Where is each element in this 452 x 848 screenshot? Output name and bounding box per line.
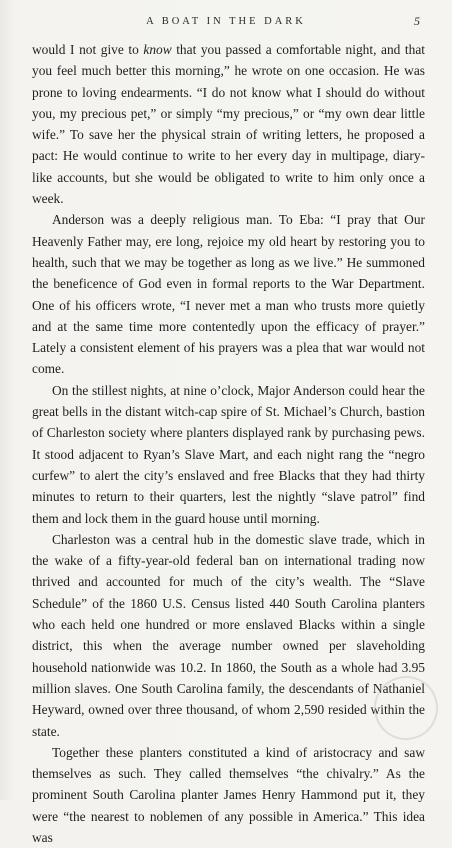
italic-text: know bbox=[143, 42, 172, 57]
paragraph-text: On the stillest nights, at nine o’clock, Major Anderson could hear the great bells in the distant witch-cap spire of St. Michael’s Church, bastion of Charleston society where planters displayed rank by purchasing pews. It stood adjacent to Ryan’s Slave Mart, and each night rang the “negro curfew” to alert the city’s enslaved and free Blacks that they had thirty minutes to return to their quarters, lest the nightly “slave patrol” find them and lock them in the guard house until morning. bbox=[32, 382, 425, 526]
paragraph-text: that you passed a comfortable night, and that you feel much better this morning,” he wrote on one occasion. He was prone to loving endearments. “I do not know what I should do without you, my precious pet,” or simply “my precious,” or “my own dear little wife.” To save her the physical strain of writing letters, he proposed a pact: He would continue to write to her every day in multipage, diary-like accounts, but she would be obligated to write to him only once a week. bbox=[32, 42, 425, 207]
paragraph bbox=[32, 209, 425, 379]
body-text bbox=[32, 39, 425, 848]
page-number: 5 bbox=[414, 14, 420, 28]
paragraph-text: Anderson was a deeply religious man. To Eba: “I pray that Our Heavenly Father may, ere long, rejoice my old heart by restoring you to health, such that we may be together as long as we live.” He summoned the beneficence of God even in formal reports to the War Department. One of his officers wrote, “I never met a man who trusts more quietly and at the same time more contentedly upon the efficacy of prayer.” Lately a consistent element of his prayers was a plea that war would not come. bbox=[32, 212, 425, 377]
paragraph bbox=[32, 529, 425, 742]
page-header bbox=[0, 12, 452, 32]
paragraph-text: would I not give to bbox=[32, 42, 144, 57]
paragraph-text: Charleston was a central hub in the domestic slave trade, which in the wake of a fifty-year-old federal ban on international trading now thrived and accounted for much of the city’s wealth. The “Slave Schedule” of the 1860 U.S. Census listed 440 South Carolina planters who each held one hundred or more enslaved Blacks within a single district, this when the average number owned per slaveholding household nationwide was 10.2. In 1860, the South as a whole had 3.95 million slaves. One South Carolina family, the descendants of Nathaniel Heyward, owned over three thousand, of whom 2,590 resided within the state. bbox=[32, 531, 425, 739]
paragraph-text: Together these planters constituted a kind of aristocracy and saw themselves as such. They called themselves “the chivalry.” As the prominent South Carolina planter James Henry Hammond put it, they were “the nearest to noblemen of any possible in America.” This idea was bbox=[32, 744, 425, 845]
paragraph bbox=[32, 742, 425, 848]
paragraph bbox=[32, 380, 425, 529]
running-head: A BOAT IN THE DARK bbox=[146, 16, 306, 27]
paragraph bbox=[32, 39, 425, 209]
